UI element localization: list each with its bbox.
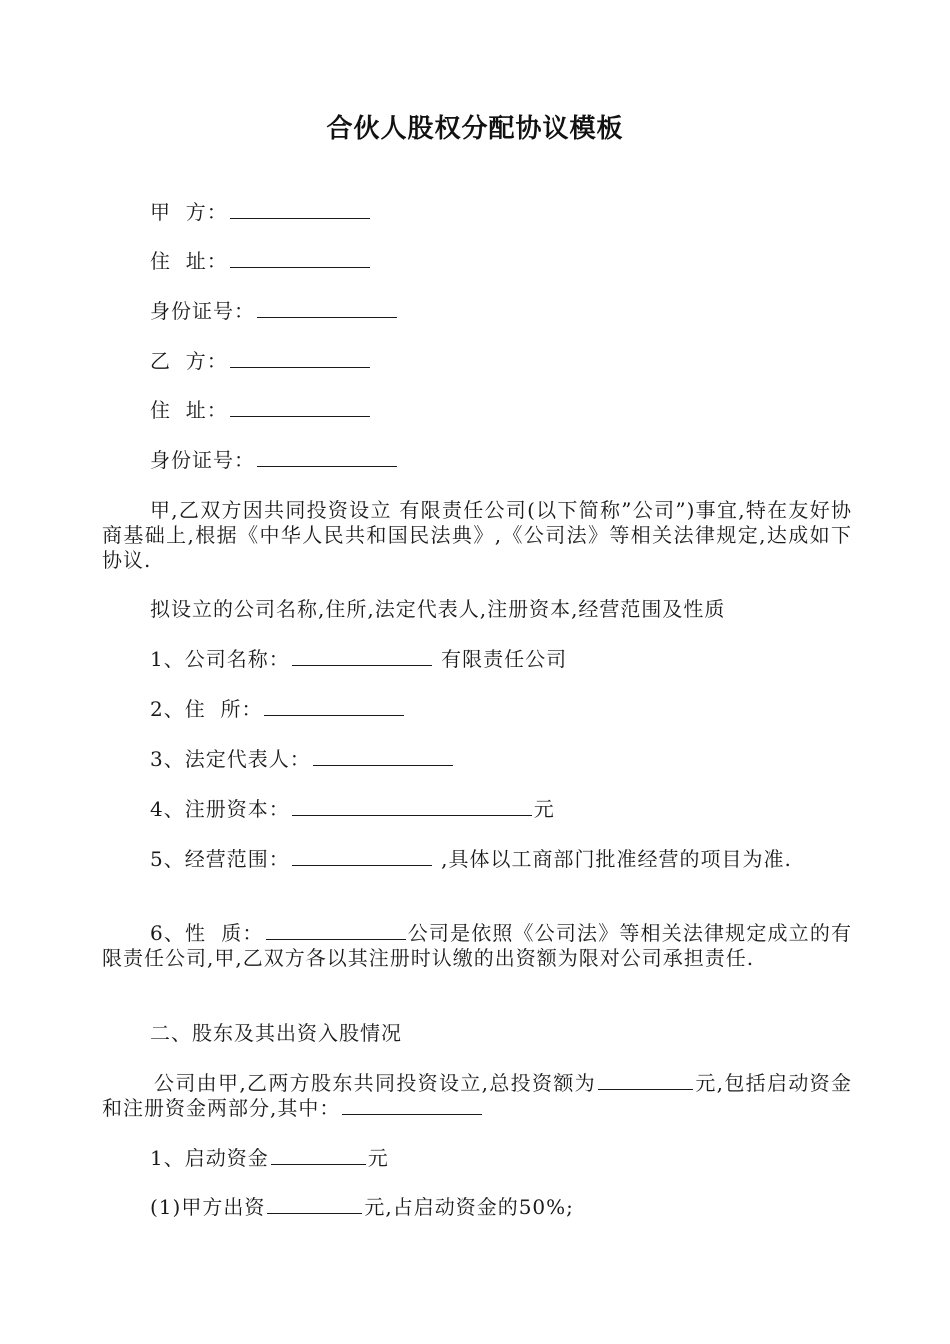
startup-label: 1、启动资金 [150, 1146, 269, 1170]
party-b-address-label: 住 址： [150, 398, 228, 422]
party-b-blank[interactable] [230, 349, 370, 368]
business-scope-blank[interactable] [292, 847, 432, 866]
party-a-field [150, 200, 372, 225]
party-b-id-label: 身份证号： [150, 448, 255, 472]
party-a-label: 甲 方： [150, 200, 228, 224]
legal-rep-blank[interactable] [313, 747, 453, 766]
item4-capital [150, 797, 555, 822]
investment-paragraph [102, 1071, 852, 1121]
item3-legal-rep [150, 747, 455, 772]
party-a-id-label: 身份证号： [150, 299, 255, 323]
company-address-blank[interactable] [264, 697, 404, 716]
item1-company-name [150, 647, 567, 672]
item5-suffix: ,具体以工商部门批准经营的项目为准. [433, 847, 792, 871]
party-b-id-blank[interactable] [257, 448, 397, 467]
item5-label: 5、经营范围： [150, 847, 290, 871]
party-b-id-field [150, 448, 399, 473]
intro-paragraph: 甲,乙双方因共同投资设立 有限责任公司(以下简称”公司”)事宜,特在友好协商基础上,根据《中华人民共和国民法典》,《公司法》等相关法律规定,达成如下协议. [102, 498, 852, 572]
investment-prefix: 公司由甲,乙两方股东共同投资设立,总投资额为 [154, 1071, 596, 1095]
party-a-contribution-blank[interactable] [267, 1195, 362, 1214]
document-title: 合伙人股权分配协议模板 [326, 114, 624, 144]
party-a-address-blank[interactable] [230, 249, 370, 268]
party-a-contrib-suffix: 元,占启动资金的50%; [364, 1195, 574, 1219]
section1-heading: 拟设立的公司名称,住所,法定代表人,注册资本,经营范围及性质 [150, 597, 726, 621]
party-a-id-blank[interactable] [257, 299, 397, 318]
party-a-address-field [150, 249, 372, 274]
item2-address [150, 697, 406, 722]
party-b-field [150, 349, 372, 374]
item6-nature [102, 921, 852, 971]
capital-blank[interactable] [292, 797, 532, 816]
item5-business-scope [102, 847, 852, 872]
party-b-address-field [150, 398, 372, 423]
item2-label: 2、住 所： [150, 697, 263, 721]
item3-label: 3、法定代表人： [150, 747, 311, 771]
party-a-contrib-prefix: (1)甲方出资 [150, 1195, 266, 1219]
item4-label: 4、注册资本： [150, 797, 290, 821]
startup-suffix: 元 [367, 1146, 389, 1170]
investment-mid: 元,包括启动资金和注册资金两部分,其中： [102, 1071, 853, 1120]
total-investment-blank[interactable] [598, 1071, 693, 1090]
startup-capital-line [150, 1146, 389, 1171]
party-b-label: 乙 方： [150, 349, 228, 373]
item1-label: 1、公司名称： [150, 647, 290, 671]
party-b-address-blank[interactable] [230, 398, 370, 417]
startup-capital-blank[interactable] [271, 1146, 366, 1165]
party-a-id-field [150, 299, 399, 324]
party-a-blank[interactable] [230, 200, 370, 219]
investment-detail-blank[interactable] [342, 1096, 482, 1115]
item1-suffix: 有限责任公司 [433, 647, 568, 671]
party-a-address-label: 住 址： [150, 249, 228, 273]
item6-suffix: 公司是依照《公司法》等相关法律规定成立的有限责任公司,甲,乙双方各以其注册时认缴的出资额为限对公司承担责任. [102, 921, 852, 970]
item4-suffix: 元 [533, 797, 555, 821]
company-nature-blank[interactable] [266, 921, 406, 940]
section2-heading: 二、股东及其出资入股情况 [150, 1021, 402, 1045]
item6-label: 6、性 质： [150, 921, 264, 945]
party-a-contribution-line [150, 1195, 574, 1220]
company-name-blank[interactable] [292, 647, 432, 666]
